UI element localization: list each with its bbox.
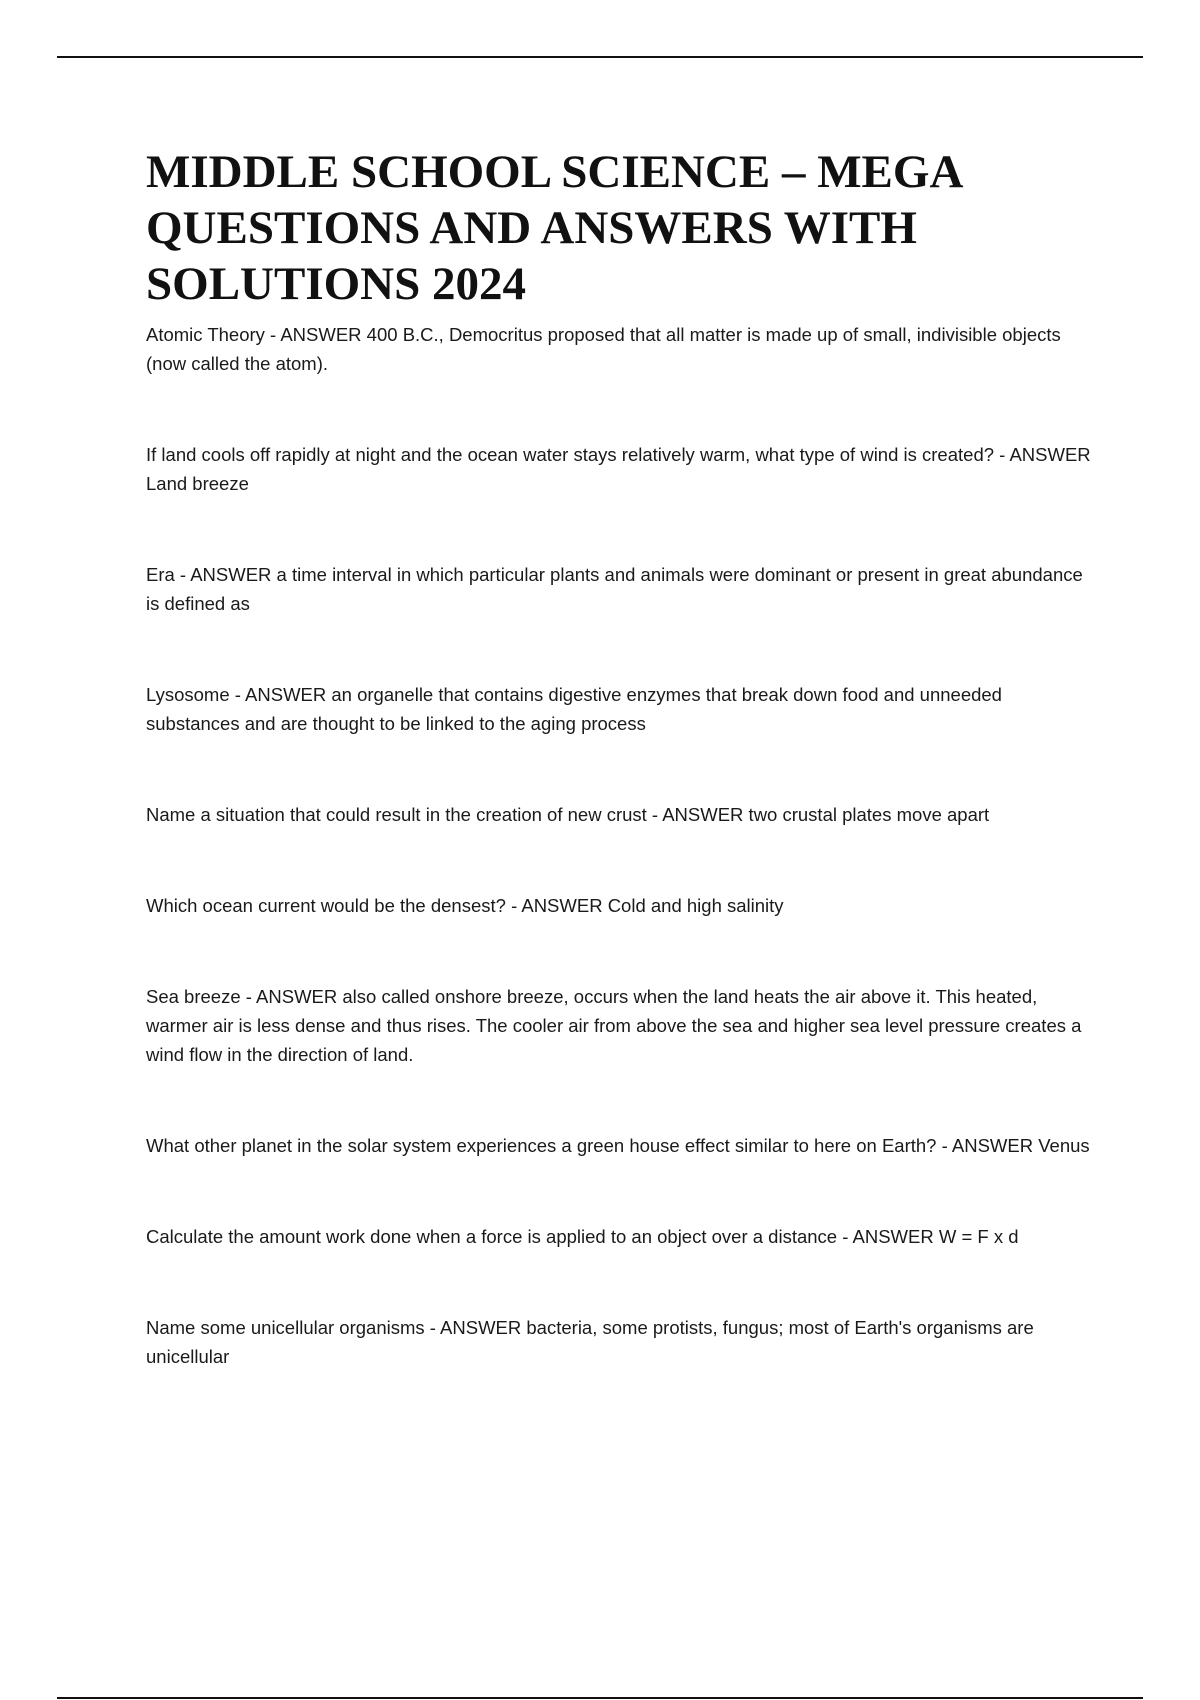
qa-item: Era - ANSWER a time interval in which particular plants and animals were dominant or present in great abundance is defined as — [146, 564, 1083, 614]
document-body — [146, 144, 1096, 1433]
qa-item: If land cools off rapidly at night and the ocean water stays relatively warm, what type of wind is created? - ANSWER Land breeze — [146, 444, 1091, 494]
qa-item: Name some unicellular organisms - ANSWER bacteria, some protists, fungus; most of Earth's organisms are unicellular — [146, 1317, 1034, 1367]
qa-item: Which ocean current would be the densest? - ANSWER Cold and high salinity — [146, 895, 784, 916]
qa-item: Lysosome - ANSWER an organelle that contains digestive enzymes that break down food and unneeded substances and are thought to be linked to the aging process — [146, 684, 1002, 734]
qa-item: Sea breeze - ANSWER also called onshore breeze, occurs when the land heats the air above it. This heated, warmer air is less dense and thus rises. The cooler air from above the sea and higher sea level pressure creates a wind flow in the direction of land. — [146, 986, 1082, 1065]
top-rule — [57, 56, 1143, 58]
qa-item: Name a situation that could result in the creation of new crust - ANSWER two crustal plates move apart — [146, 804, 990, 825]
qa-item: What other planet in the solar system experiences a green house effect similar to here on Earth? - ANSWER Venus — [146, 1135, 1090, 1156]
qa-item: Calculate the amount work done when a force is applied to an object over a distance - ANSWER W = F x d — [146, 1226, 1019, 1247]
qa-item: Atomic Theory - ANSWER 400 B.C., Democritus proposed that all matter is made up of small, indivisible objects (now called the atom). — [146, 324, 1061, 374]
qa-list — [146, 320, 1096, 1371]
bottom-rule — [57, 1697, 1143, 1699]
document-title: MIDDLE SCHOOL SCIENCE – MEGA QUESTIONS AND ANSWERS WITH SOLUTIONS 2024 — [146, 146, 961, 310]
